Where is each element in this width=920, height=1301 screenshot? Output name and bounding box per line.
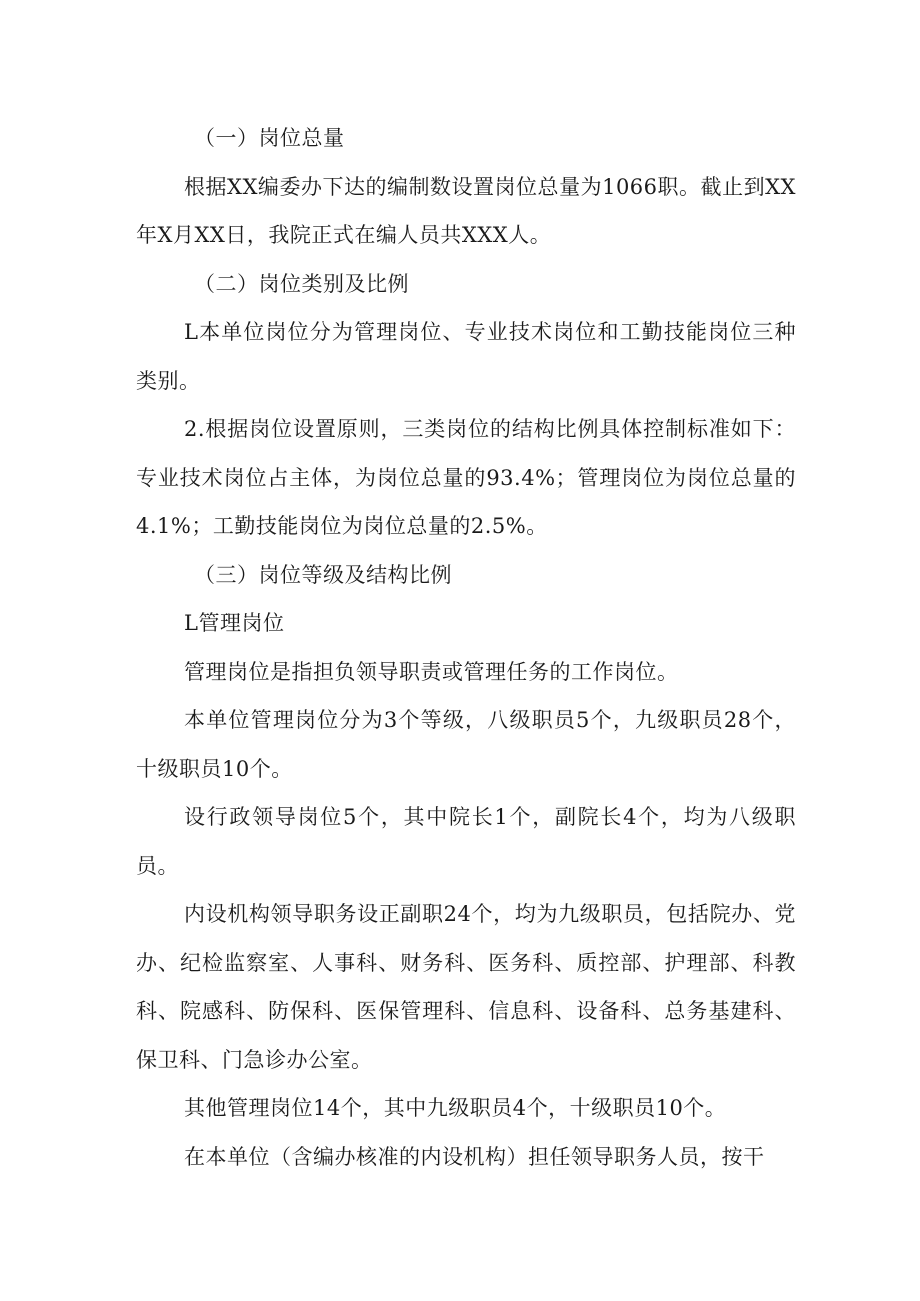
paragraph-management-definition: 管理岗位是指担负领导职责或管理任务的工作岗位。 xyxy=(184,659,679,684)
paragraph-leadership-positions: 在本单位（含编办核准的内设机构）担任领导职务人员，按干 xyxy=(184,1144,765,1169)
document-body xyxy=(136,114,796,1181)
paragraph-total-positions: 根据XX编委办下达的编制数设置岗位总量为1066职。截止到XX年X月XX日，我院正式在编人员共XXX人。 xyxy=(136,174,796,247)
section-heading-1: （一）岗位总量 xyxy=(194,126,345,150)
subheading-management: L管理岗位 xyxy=(184,611,285,635)
paragraph-internal-departments: 内设机构领导职务设正副职24个，均为九级职员，包括院办、党办、纪检监察室、人事科、财务科、医务科、质控部、护理部、科教科、院感科、防保科、医保管理科、信息科、设备科、总务基建科、保卫科、门急诊办公室。 xyxy=(136,902,796,1072)
paragraph-management-levels: 本单位管理岗位分为3个等级，八级职员5个，九级职员28个，十级职员10个。 xyxy=(136,708,796,781)
paragraph-categories: L本单位岗位分为管理岗位、专业技术岗位和工勤技能岗位三种类别。 xyxy=(136,320,796,393)
paragraph-administrative-leaders: 设行政领导岗位5个，其中院长1个，副院长4个，均为八级职员。 xyxy=(136,805,796,878)
paragraph-ratio: 2.根据岗位设置原则，三类岗位的结构比例具体控制标准如下：专业技术岗位占主体，为岗位总量的93.4%；管理岗位为岗位总量的4.1%；工勤技能岗位为岗位总量的2.5%。 xyxy=(136,417,796,538)
section-heading-2: （二）岗位类别及比例 xyxy=(194,271,409,296)
section-heading-3: （三）岗位等级及结构比例 xyxy=(194,562,452,587)
paragraph-other-management: 其他管理岗位14个，其中九级职员4个，十级职员10个。 xyxy=(184,1096,727,1120)
